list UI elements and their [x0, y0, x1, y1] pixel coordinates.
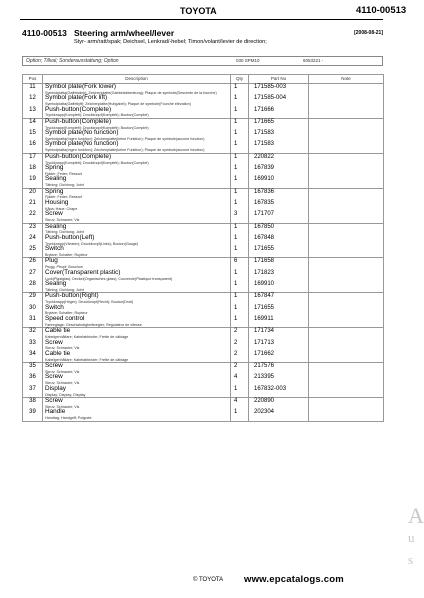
cell-description — [43, 409, 231, 421]
cell-note — [309, 386, 384, 398]
part-translation: Symbolplatta(Ingen funktion); Zeichenplatte(keine Funktion); Plaque de symbole(aucune fonction) — [45, 136, 205, 141]
part-translation: Symbolplatta(Ingen funktion); Zeichenplatte(keine Funktion); Plaque de symbole(aucune fonction) — [45, 148, 205, 153]
cell-note — [309, 130, 384, 141]
cell-note — [309, 235, 384, 246]
cell-description — [43, 188, 231, 200]
part-name: Screw — [45, 397, 63, 405]
cell-note — [309, 293, 384, 305]
cell-description — [43, 316, 231, 328]
part-name: Display — [45, 384, 66, 392]
cell-description — [43, 107, 231, 119]
cell-pos: 25 — [23, 246, 43, 258]
table-row — [23, 363, 384, 375]
cell-part-no: 220890 — [249, 398, 309, 410]
table-row — [23, 293, 384, 305]
header-brand: TOYOTA — [180, 6, 217, 16]
table-row — [23, 141, 384, 153]
cell-qty: 1 — [231, 153, 249, 165]
cell-qty: 2 — [231, 363, 249, 375]
watermark-letter: A — [408, 503, 424, 528]
table-row — [23, 270, 384, 281]
cell-part-no: 171583 — [249, 141, 309, 153]
table-row — [23, 176, 384, 188]
cell-qty: 1 — [231, 176, 249, 188]
cell-pos: 21 — [23, 200, 43, 211]
cell-pos: 16 — [23, 141, 43, 153]
cell-part-no: 217576 — [249, 363, 309, 375]
part-translation: Tryckknapp(Komplett); Druckknopf(Komplett); Bouton(Complet) — [45, 125, 149, 130]
cell-part-no: 202304 — [249, 409, 309, 421]
cell-pos: 33 — [23, 340, 43, 351]
cell-qty: 1 — [231, 200, 249, 211]
part-name: Plug — [45, 257, 58, 265]
header-pos: Pos — [23, 75, 43, 84]
cell-part-no: 220822 — [249, 153, 309, 165]
cell-part-no: 169910 — [249, 281, 309, 293]
cell-note — [309, 246, 384, 258]
option-field-2: 6053221 - — [303, 58, 324, 63]
cell-note — [309, 211, 384, 223]
footer-url[interactable]: www.epcatalogs.com — [244, 574, 344, 585]
part-translation: Display; Display; Display — [45, 392, 86, 397]
cell-part-no: 213395 — [249, 374, 309, 385]
cell-note — [309, 340, 384, 351]
cell-qty: 3 — [231, 211, 249, 223]
cell-part-no: 167848 — [249, 235, 309, 246]
cell-description — [43, 211, 231, 223]
part-translation: Lock(Plastglas); Deckel(Organisches glass); Couvercle(Plastique transparent) — [45, 276, 173, 281]
cell-note — [309, 84, 384, 96]
cell-note — [309, 176, 384, 188]
table-row — [23, 386, 384, 398]
cell-qty: 1 — [231, 409, 249, 421]
part-translation: Tätning; Dichtung; Joint — [45, 183, 84, 188]
cell-part-no: 167839 — [249, 165, 309, 176]
cell-part-no: 171734 — [249, 328, 309, 340]
cell-pos: 27 — [23, 270, 43, 281]
part-name: Housing — [45, 198, 69, 206]
cell-pos: 35 — [23, 363, 43, 375]
cell-note — [309, 200, 384, 211]
cell-description — [43, 165, 231, 176]
header-rule — [20, 19, 383, 20]
part-translation: Skruv; Schraube; Vis — [45, 404, 80, 409]
cell-pos: 32 — [23, 328, 43, 340]
cell-pos: 28 — [23, 281, 43, 293]
cell-description — [43, 374, 231, 385]
cell-note — [309, 165, 384, 176]
footer-copyright: © TOYOTA — [193, 577, 224, 583]
cell-part-no: 171707 — [249, 211, 309, 223]
cell-qty: 2 — [231, 328, 249, 340]
table-row — [23, 316, 384, 328]
cell-part-no: 171662 — [249, 351, 309, 363]
part-translation: Tryckknapp(Komplett); Druckknopf(Komplett); Bouton(Complet) — [45, 160, 149, 165]
table-row — [23, 351, 384, 363]
part-translation: Kabelgenhållare; Kabelabbinder; Frette de câblage — [45, 357, 129, 362]
cell-note — [309, 153, 384, 165]
cell-note — [309, 118, 384, 130]
cell-description — [43, 270, 231, 281]
cell-note — [309, 305, 384, 316]
cell-part-no: 171585-003 — [249, 84, 309, 96]
part-name: Symbol plate(No function) — [45, 140, 119, 148]
cell-qty: 1 — [231, 316, 249, 328]
cell-part-no: 167836 — [249, 188, 309, 200]
cell-part-no: 167850 — [249, 223, 309, 235]
part-translation: Plugg; Pfropf; Bouchon — [45, 265, 83, 270]
cell-description — [43, 351, 231, 363]
cell-pos: 37 — [23, 386, 43, 398]
table-row — [23, 211, 384, 223]
cell-pos: 24 — [23, 235, 43, 246]
cell-description — [43, 386, 231, 398]
part-name: Push-button(Left) — [45, 233, 95, 241]
cell-part-no: 167835 — [249, 200, 309, 211]
cell-part-no: 167832-003 — [249, 386, 309, 398]
cell-qty: 1 — [231, 118, 249, 130]
cell-part-no: 171666 — [249, 107, 309, 119]
part-name: Push-button(Right) — [45, 292, 99, 300]
part-name: Screw — [45, 210, 63, 218]
watermark-letter: s — [408, 552, 414, 567]
cell-part-no: 171665 — [249, 118, 309, 130]
table-row — [23, 281, 384, 293]
cell-pos: 19 — [23, 176, 43, 188]
cell-qty: 1 — [231, 188, 249, 200]
cell-part-no: 169911 — [249, 316, 309, 328]
part-name: Symbol plate(Fork lift) — [45, 94, 108, 102]
cell-part-no: 169910 — [249, 176, 309, 188]
table-row — [23, 153, 384, 165]
cell-pos: 23 — [23, 223, 43, 235]
cell-qty: 1 — [231, 235, 249, 246]
table-row — [23, 107, 384, 119]
part-translation: Tätning; Dichtung; Joint — [45, 230, 84, 235]
header-qty: Qty — [231, 75, 249, 84]
cell-pos: 34 — [23, 351, 43, 363]
cell-pos: 11 — [23, 84, 43, 96]
part-name: Cover(Transparent plastic) — [45, 268, 121, 276]
cell-part-no: 171583 — [249, 130, 309, 141]
cell-qty: 1 — [231, 223, 249, 235]
cell-note — [309, 316, 384, 328]
part-translation: Fartreglage; Geschwindigkeitsregler; Regulateur de vitesse — [45, 322, 142, 327]
part-translation: Tryckknapp(Komplett); Druckknopf(Komplett); Bouton(Complet) — [45, 113, 149, 118]
title-subtitle: Styr- arm/ratt/spak; Deichsel, Lenkrad/-hebel; Timon/volant/levier de direction; — [74, 39, 267, 45]
part-name: Spring — [45, 187, 64, 195]
cell-description — [43, 95, 231, 106]
cell-description — [43, 281, 231, 293]
cell-qty: 4 — [231, 398, 249, 410]
part-name: Cable tie — [45, 349, 71, 357]
cell-note — [309, 374, 384, 385]
part-name: Switch — [45, 245, 64, 253]
cell-pos: 31 — [23, 316, 43, 328]
table-row — [23, 188, 384, 200]
cell-pos: 22 — [23, 211, 43, 223]
header-note: Note — [309, 75, 384, 84]
cell-qty: 1 — [231, 95, 249, 106]
cell-pos: 14 — [23, 118, 43, 130]
cell-qty: 1 — [231, 130, 249, 141]
part-translation: Kabelgenhållare; Kabelabbinder; Frette de câblage — [45, 335, 129, 340]
cell-qty: 1 — [231, 246, 249, 258]
part-name: Screw — [45, 338, 63, 346]
cell-note — [309, 95, 384, 106]
part-name: Spring — [45, 164, 64, 172]
cell-part-no: 171658 — [249, 258, 309, 270]
cell-part-no: 171713 — [249, 340, 309, 351]
cell-qty: 1 — [231, 84, 249, 96]
cell-qty: 6 — [231, 258, 249, 270]
part-name: Symbol plate(Fork lower) — [45, 83, 117, 90]
part-name: Push-button(Complete) — [45, 152, 112, 160]
cell-note — [309, 258, 384, 270]
cell-qty: 2 — [231, 351, 249, 363]
part-translation: Tryckknapp(Vänster); Druckknopf(Links); Bouton(Gauge) — [45, 241, 139, 246]
cell-part-no: 167847 — [249, 293, 309, 305]
part-name: Symbol plate(No function) — [45, 129, 119, 137]
option-bar — [22, 56, 383, 66]
cell-qty: 1 — [231, 141, 249, 153]
table-row — [23, 235, 384, 246]
cell-note — [309, 281, 384, 293]
part-translation: Skruv; Schraube; Vis — [45, 346, 80, 351]
cell-description — [43, 293, 231, 305]
cell-pos: 26 — [23, 258, 43, 270]
cell-note — [309, 351, 384, 363]
header-code: 4110-00513 — [356, 5, 407, 16]
part-name: Speed control — [45, 314, 85, 322]
part-name: Sealing — [45, 175, 67, 183]
cell-description — [43, 340, 231, 351]
watermark-letter: u — [408, 530, 415, 545]
cell-note — [309, 398, 384, 410]
cell-pos: 36 — [23, 374, 43, 385]
cell-description — [43, 235, 231, 246]
header-description: Description — [43, 75, 231, 84]
cell-part-no: 171585-004 — [249, 95, 309, 106]
page-title: Steering arm/wheel/lever — [74, 28, 175, 38]
part-translation: Fjäder; Feder; Ressort — [45, 195, 82, 200]
header-part-no: Part No — [249, 75, 309, 84]
cell-part-no: 171823 — [249, 270, 309, 281]
part-translation: Brytare; Schalter; Rupteur — [45, 311, 88, 316]
cell-qty: 1 — [231, 107, 249, 119]
cell-part-no: 171655 — [249, 305, 309, 316]
table-row — [23, 328, 384, 340]
cell-pos: 17 — [23, 153, 43, 165]
table-row — [23, 246, 384, 258]
cell-description — [43, 176, 231, 188]
parts-table — [22, 74, 384, 422]
cell-note — [309, 409, 384, 421]
option-label: Option; Tillval; Sonderausstattung; Option — [26, 58, 119, 64]
title-code: 4110-00513 — [22, 28, 67, 38]
part-name: Screw — [45, 373, 63, 381]
cell-qty: 1 — [231, 386, 249, 398]
cell-pos: 30 — [23, 305, 43, 316]
part-translation: Kåpa; Haue; Chape — [45, 206, 78, 211]
table-row — [23, 374, 384, 385]
cell-description — [43, 200, 231, 211]
part-translation: Symbolplatta(Gaffelsänk); Zeichenplatte(Gabbelabsenkung); Plaque de symbole(Descente de la fourche) — [45, 90, 217, 95]
cell-note — [309, 223, 384, 235]
cell-part-no: 171655 — [249, 246, 309, 258]
part-name: Sealing — [45, 280, 67, 288]
cell-qty: 1 — [231, 165, 249, 176]
cell-description — [43, 398, 231, 410]
part-name: Sealing — [45, 222, 67, 230]
part-name: Push-button(Complete) — [45, 105, 112, 113]
cell-qty: 1 — [231, 270, 249, 281]
cell-qty: 1 — [231, 293, 249, 305]
part-translation: Skruv; Schraube; Vis — [45, 218, 80, 223]
part-translation: Tätning; Dichtung; Joint — [45, 287, 84, 292]
cell-pos: 20 — [23, 188, 43, 200]
part-name: Cable tie — [45, 327, 71, 335]
title-date: [2008-08-21] — [354, 30, 383, 36]
cell-note — [309, 328, 384, 340]
cell-note — [309, 363, 384, 375]
part-translation: Brytare; Schalter; Rupteur — [45, 252, 88, 257]
part-translation: Skruv; Schraube; Vis — [45, 369, 80, 374]
cell-description — [43, 246, 231, 258]
cell-note — [309, 188, 384, 200]
cell-note — [309, 107, 384, 119]
cell-qty: 1 — [231, 281, 249, 293]
part-name: Push-button(Complete) — [45, 117, 112, 125]
table-row — [23, 200, 384, 211]
table-row — [23, 398, 384, 410]
table-row — [23, 95, 384, 106]
part-translation: Skruv; Schraube; Vis — [45, 381, 80, 386]
part-translation: Tryckknapp(Höger); Druckknopf(Recht); Bouton(Droit) — [45, 300, 134, 305]
cell-description — [43, 328, 231, 340]
cell-pos: 12 — [23, 95, 43, 106]
cell-pos: 39 — [23, 409, 43, 421]
table-row — [23, 165, 384, 176]
cell-description — [43, 258, 231, 270]
cell-pos: 13 — [23, 107, 43, 119]
cell-description — [43, 153, 231, 165]
cell-qty: 2 — [231, 340, 249, 351]
part-translation: Symbolplatta(Gaffellyft); Zeichenplatte(Hubgabel); Plaque de symbole(Fourche élévation) — [45, 102, 191, 107]
part-translation: Fjäder; Feder; Ressort — [45, 171, 82, 176]
part-name: Screw — [45, 362, 63, 370]
cell-pos: 38 — [23, 398, 43, 410]
cell-qty: 1 — [231, 305, 249, 316]
table-row — [23, 409, 384, 421]
cell-pos: 15 — [23, 130, 43, 141]
cell-description — [43, 141, 231, 153]
option-field-1: 030 SPM10 — [236, 58, 260, 63]
part-name: Switch — [45, 303, 64, 311]
part-translation: Handtag; Handgriff; Poignée. — [45, 416, 93, 421]
cell-pos: 18 — [23, 165, 43, 176]
cell-note — [309, 270, 384, 281]
cell-note — [309, 141, 384, 153]
table-row — [23, 340, 384, 351]
cell-pos: 29 — [23, 293, 43, 305]
part-name: Handle — [45, 408, 66, 416]
cell-description — [43, 363, 231, 375]
table-row — [23, 258, 384, 270]
cell-qty: 4 — [231, 374, 249, 385]
